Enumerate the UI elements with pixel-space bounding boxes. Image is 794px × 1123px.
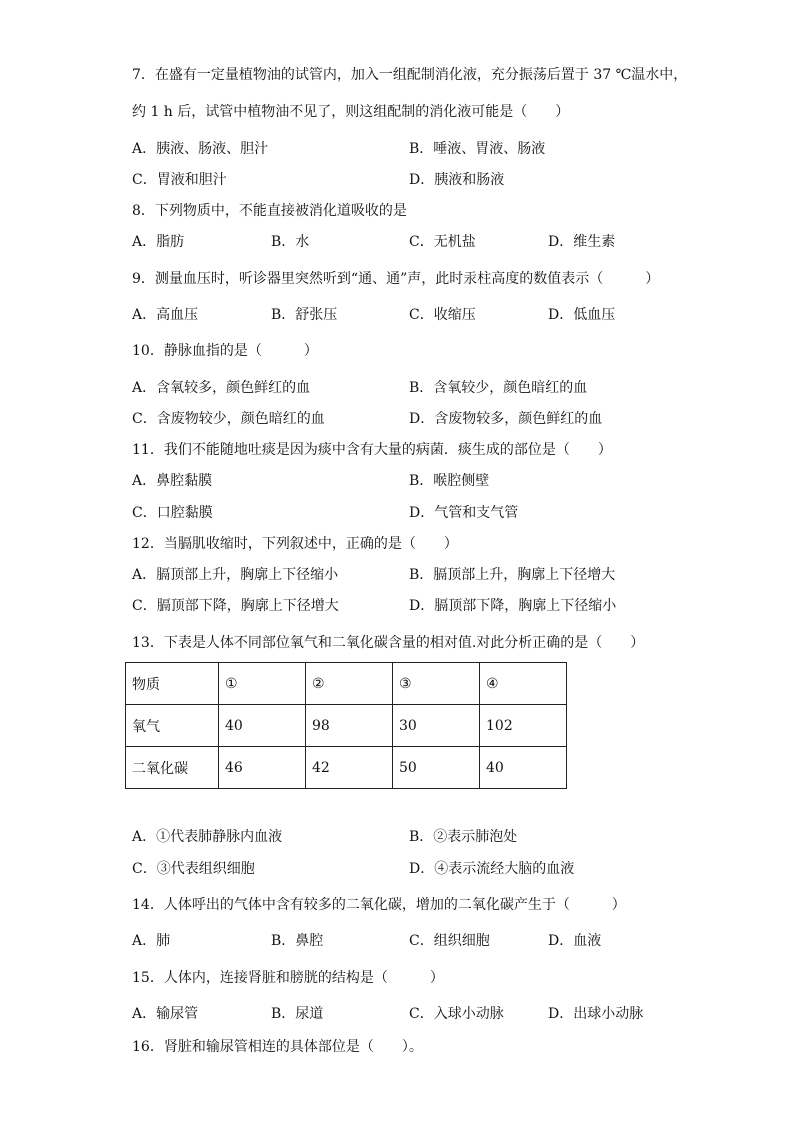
- table-cell: 42: [306, 747, 393, 789]
- table-cell: 98: [306, 705, 393, 747]
- question-12-option-d: D．膈顶部下降，胸廓上下径缩小: [409, 598, 617, 614]
- table-row: [126, 747, 567, 789]
- question-16-stem: 16．肾脏和输尿管相连的具体部位是（ ）。: [132, 1039, 423, 1055]
- question-11-stem: 11．我们不能随地吐痰是因为痰中含有大量的病菌．痰生成的部位是（ ）: [132, 442, 612, 458]
- table-cell: 50: [393, 747, 480, 789]
- question-13-option-d: D．④表示流经大脑的血液: [409, 861, 575, 877]
- table-cell: 102: [480, 705, 567, 747]
- table-header-cell: ④: [480, 663, 567, 705]
- question-9-option-a: A．高血压: [132, 307, 199, 323]
- table-header-cell: ②: [306, 663, 393, 705]
- question-10-option-d: D．含废物较多，颜色鲜红的血: [409, 411, 603, 427]
- question-8-option-d: D．维生素: [548, 234, 616, 250]
- question-13-option-a: A．①代表肺静脉内血液: [132, 829, 283, 845]
- table-cell: 40: [219, 705, 306, 747]
- question-15-option-d: D．出球小动脉: [548, 1006, 644, 1022]
- question-15-option-c: C．入球小动脉: [409, 1006, 504, 1022]
- question-7-option-c: C．胃液和胆汁: [132, 172, 227, 188]
- question-7-option-b: B．唾液、胃液、肠液: [409, 141, 546, 157]
- question-8-option-a: A．脂肪: [132, 234, 185, 250]
- question-7-stem-line2: 约 1 h 后，试管中植物油不见了，则这组配制的消化液可能是（ ）: [132, 104, 570, 120]
- question-10-option-a: A．含氧较多，颜色鲜红的血: [132, 380, 311, 396]
- question-9-option-c: C．收缩压: [409, 307, 476, 323]
- question-15-stem: 15．人体内，连接肾脏和膀胱的结构是（ ）: [132, 970, 444, 986]
- question-13-option-c: C．③代表组织细胞: [132, 861, 255, 877]
- question-13-option-b: B．②表示肺泡处: [409, 829, 518, 845]
- table-row: [126, 705, 567, 747]
- question-13-stem: 13．下表是人体不同部位氧气和二氧化碳含量的相对值.对此分析正确的是（ ）: [132, 635, 645, 651]
- table-header-cell: ③: [393, 663, 480, 705]
- question-12-option-a: A．膈顶部上升，胸廓上下径缩小: [132, 567, 339, 583]
- question-14-option-b: B．鼻腔: [271, 933, 324, 949]
- question-15-option-a: A．输尿管: [132, 1006, 199, 1022]
- question-8-option-c: C．无机盐: [409, 234, 476, 250]
- question-11-option-d: D．气管和支气管: [409, 505, 519, 521]
- question-14-option-a: A．肺: [132, 933, 171, 949]
- table-cell: 二氧化碳: [126, 747, 219, 789]
- question-11-option-c: C．口腔黏膜: [132, 505, 213, 521]
- question-9-option-b: B．舒张压: [271, 307, 338, 323]
- question-9-option-d: D．低血压: [548, 307, 616, 323]
- question-14-stem: 14．人体呼出的气体中含有较多的二氧化碳，增加的二氧化碳产生于（ ）: [132, 897, 626, 913]
- question-11-option-a: A．鼻腔黏膜: [132, 473, 213, 489]
- table-cell: 40: [480, 747, 567, 789]
- table-cell: 30: [393, 705, 480, 747]
- question-11-option-b: B．喉腔侧壁: [409, 473, 490, 489]
- question-7-option-a: A．胰液、肠液、胆汁: [132, 141, 269, 157]
- question-10-stem: 10．静脉血指的是（ ）: [132, 343, 318, 359]
- question-8-stem: 8．下列物质中，不能直接被消化道吸收的是: [132, 203, 407, 219]
- question-10-option-b: B．含氧较少，颜色暗红的血: [409, 380, 588, 396]
- table-header-cell: ①: [219, 663, 306, 705]
- question-8-option-b: B．水: [271, 234, 310, 250]
- question-14-option-c: C．组织细胞: [409, 933, 490, 949]
- question-9-stem: 9．测量血压时，听诊器里突然听到“通、通”声，此时汞柱高度的数值表示（ ）: [132, 271, 660, 287]
- table-header-row: [126, 663, 567, 705]
- question-12-option-b: B．膈顶部上升，胸廓上下径增大: [409, 567, 616, 583]
- table-cell: 氧气: [126, 705, 219, 747]
- question-12-option-c: C．膈顶部下降，胸廓上下径增大: [132, 598, 339, 614]
- table-header-cell: 物质: [126, 663, 219, 705]
- question-10-option-c: C．含废物较少，颜色暗红的血: [132, 411, 325, 427]
- question-12-stem: 12．当膈肌收缩时，下列叙述中，正确的是（ ）: [132, 536, 458, 552]
- question-7-stem-line1: 7．在盛有一定量植物油的试管内，加入一组配制消化液，充分振荡后置于 37 ℃温水中，: [132, 67, 688, 83]
- question-15-option-b: B．尿道: [271, 1006, 324, 1022]
- oxygen-co2-table: [125, 662, 567, 789]
- question-14-option-d: D．血液: [548, 933, 602, 949]
- table-cell: 46: [219, 747, 306, 789]
- question-7-option-d: D．胰液和肠液: [409, 172, 505, 188]
